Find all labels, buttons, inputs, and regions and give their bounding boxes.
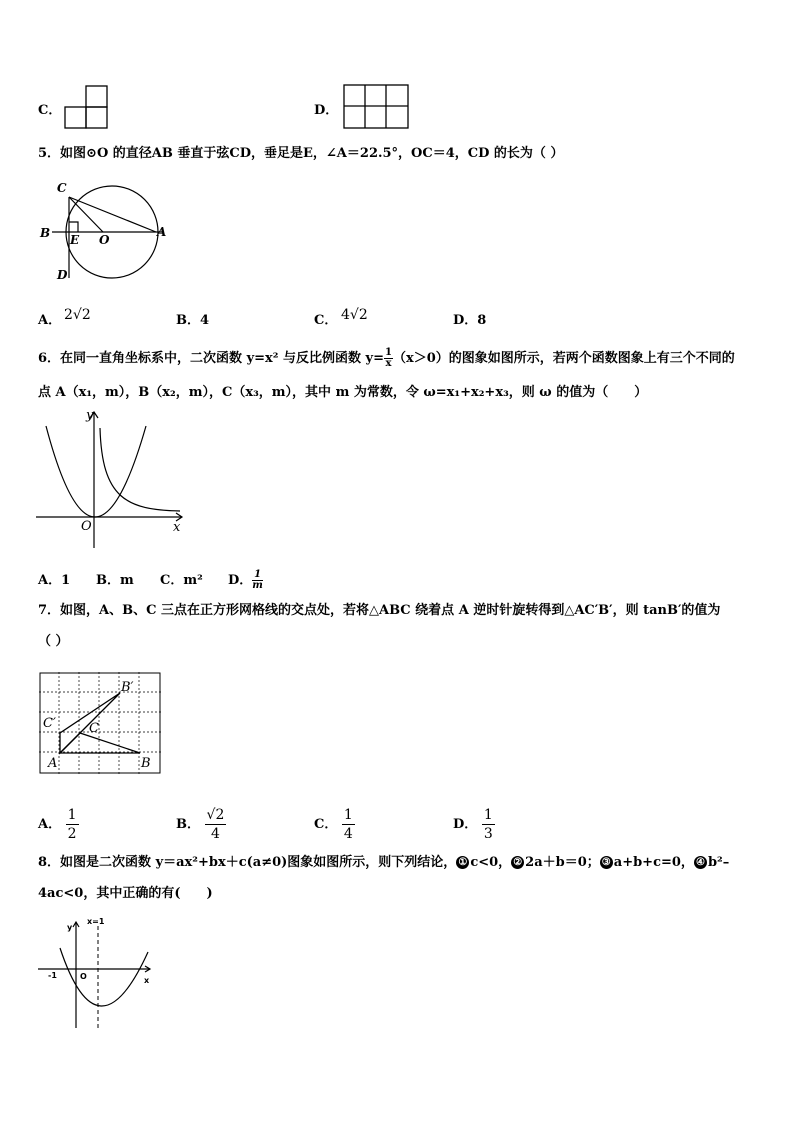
q5-label-o: O bbox=[99, 233, 110, 247]
q5-label-a: A bbox=[157, 225, 167, 239]
q6-option-c: C．m² bbox=[160, 573, 203, 588]
q5-label-c: C bbox=[57, 181, 67, 195]
q8-label-neg1: -1 bbox=[48, 971, 57, 980]
q8-line1-a: 8．如图是二次函数 y＝ax²+bx＋c(a≠0)图象如图所示，则下列结论， bbox=[38, 855, 457, 870]
q6-line1-b: （x＞0）的图象如图所示，若两个函数图象上有三个不同的 bbox=[392, 351, 735, 366]
option-d-figure bbox=[343, 84, 409, 130]
q6-line1-a: 6．在同一直角坐标系中，二次函数 y=x² 与反比例函数 y= bbox=[38, 351, 384, 366]
q7-option-a-den: 2 bbox=[67, 826, 77, 842]
q5-circle-figure bbox=[38, 180, 178, 280]
q5-option-a-value: 2√2 bbox=[64, 307, 91, 323]
q8-label-x1: x=1 bbox=[87, 917, 105, 926]
q7-option-d-num: 1 bbox=[483, 807, 493, 823]
q7-option-d bbox=[453, 806, 495, 843]
q5-option-c-value: 4√2 bbox=[341, 307, 368, 323]
q8-line2: 4ac<0，其中正确的有( ) bbox=[38, 886, 213, 901]
q6-line1 bbox=[38, 348, 735, 369]
q7-option-b-letter: B． bbox=[176, 817, 200, 832]
q7-label-a: A bbox=[48, 756, 58, 771]
q8-statement-1: c<0， bbox=[470, 855, 512, 870]
q7-option-b bbox=[176, 806, 226, 843]
q7-option-c-den: 4 bbox=[343, 826, 353, 842]
q7-option-d-den: 3 bbox=[483, 826, 493, 842]
q7-option-b-fraction bbox=[205, 806, 227, 843]
q7-option-b-num: √2 bbox=[206, 807, 225, 823]
q7-label-b-prime: B′ bbox=[121, 680, 134, 695]
q6-axis-x: x bbox=[173, 520, 181, 535]
option-d-label: D． bbox=[314, 103, 339, 118]
q5-label-e: E bbox=[70, 233, 80, 247]
q5-option-a-letter: A． bbox=[38, 313, 62, 328]
q6-frac-den: x bbox=[385, 358, 392, 369]
q5-stem: 5．如图⊙O 的直径AB 垂直于弦CD，垂足是E，∠A＝22.5°，OC＝4，CD 的长为（ ） bbox=[38, 146, 564, 161]
q7-option-a-fraction bbox=[66, 806, 79, 843]
q6-frac-num: 1 bbox=[384, 347, 392, 358]
option-c-label: C． bbox=[38, 103, 62, 118]
q7-option-a-letter: A． bbox=[38, 817, 62, 832]
q6-option-d-letter: D． bbox=[228, 573, 253, 588]
q8-statement-2: 2a＋b＝0； bbox=[525, 855, 600, 870]
q6-graph bbox=[36, 408, 196, 550]
q7-option-c-fraction bbox=[342, 806, 355, 843]
q5-option-c-letter: C． bbox=[314, 313, 338, 328]
q7-option-d-fraction bbox=[482, 806, 495, 843]
q8-statement-3: a+b+c=0， bbox=[613, 855, 694, 870]
q7-option-c bbox=[314, 806, 355, 843]
q7-grid-figure bbox=[39, 672, 163, 776]
q7-line1: 7．如图，A、B、C 三点在正方形网格线的交点处，若将△ABC 绕着点 A 逆时针旋转得到△AC′B′，则 tanB′的值为 bbox=[38, 603, 721, 618]
q7-option-a-num: 1 bbox=[67, 807, 77, 823]
q6-option-d-fraction bbox=[252, 570, 263, 591]
q6-option-b: B．m bbox=[96, 573, 134, 588]
q8-line1 bbox=[38, 855, 729, 871]
q6-option-d-num: 1 bbox=[254, 569, 262, 580]
q7-option-c-letter: C． bbox=[314, 817, 338, 832]
q8-circle-2: ② bbox=[511, 856, 524, 869]
q8-circle-1: ① bbox=[456, 856, 469, 869]
q5-option-d: D．8 bbox=[453, 313, 487, 328]
q7-line2: （ ） bbox=[38, 634, 69, 649]
q7-option-c-num: 1 bbox=[343, 807, 353, 823]
q8-circle-4: ④ bbox=[694, 856, 707, 869]
option-c-figure bbox=[64, 85, 110, 131]
q7-option-d-letter: D． bbox=[453, 817, 478, 832]
q6-line2: 点 A（x₁，m），B（x₂，m），C（x₃，m），其中 m 为常数，令 ω=x₁+x₂+x₃，则 ω 的值为（ ） bbox=[38, 385, 648, 400]
q6-inline-fraction bbox=[384, 348, 393, 369]
q7-label-c: C bbox=[89, 721, 99, 736]
q7-option-b-den: 4 bbox=[210, 826, 220, 842]
q6-option-d bbox=[228, 569, 263, 591]
q6-axis-y: y bbox=[86, 408, 94, 423]
q7-label-b: B bbox=[141, 756, 151, 771]
q5-option-b: B．4 bbox=[176, 313, 210, 328]
q8-label-y: y bbox=[67, 923, 73, 932]
q8-circle-3: ③ bbox=[600, 856, 613, 869]
q8-label-x: x bbox=[144, 976, 150, 985]
q6-option-d-den: m bbox=[252, 580, 263, 591]
q8-label-o: O bbox=[80, 972, 87, 981]
q6-origin: O bbox=[81, 519, 92, 534]
q5-label-b: B bbox=[40, 226, 51, 240]
q7-label-c-prime: C′ bbox=[43, 716, 56, 731]
q8-statement-4: b²– bbox=[707, 855, 730, 870]
q5-label-d: D bbox=[57, 268, 68, 282]
q6-option-a: A．1 bbox=[38, 573, 71, 588]
q7-option-a bbox=[38, 806, 79, 843]
q8-graph bbox=[38, 912, 160, 1032]
